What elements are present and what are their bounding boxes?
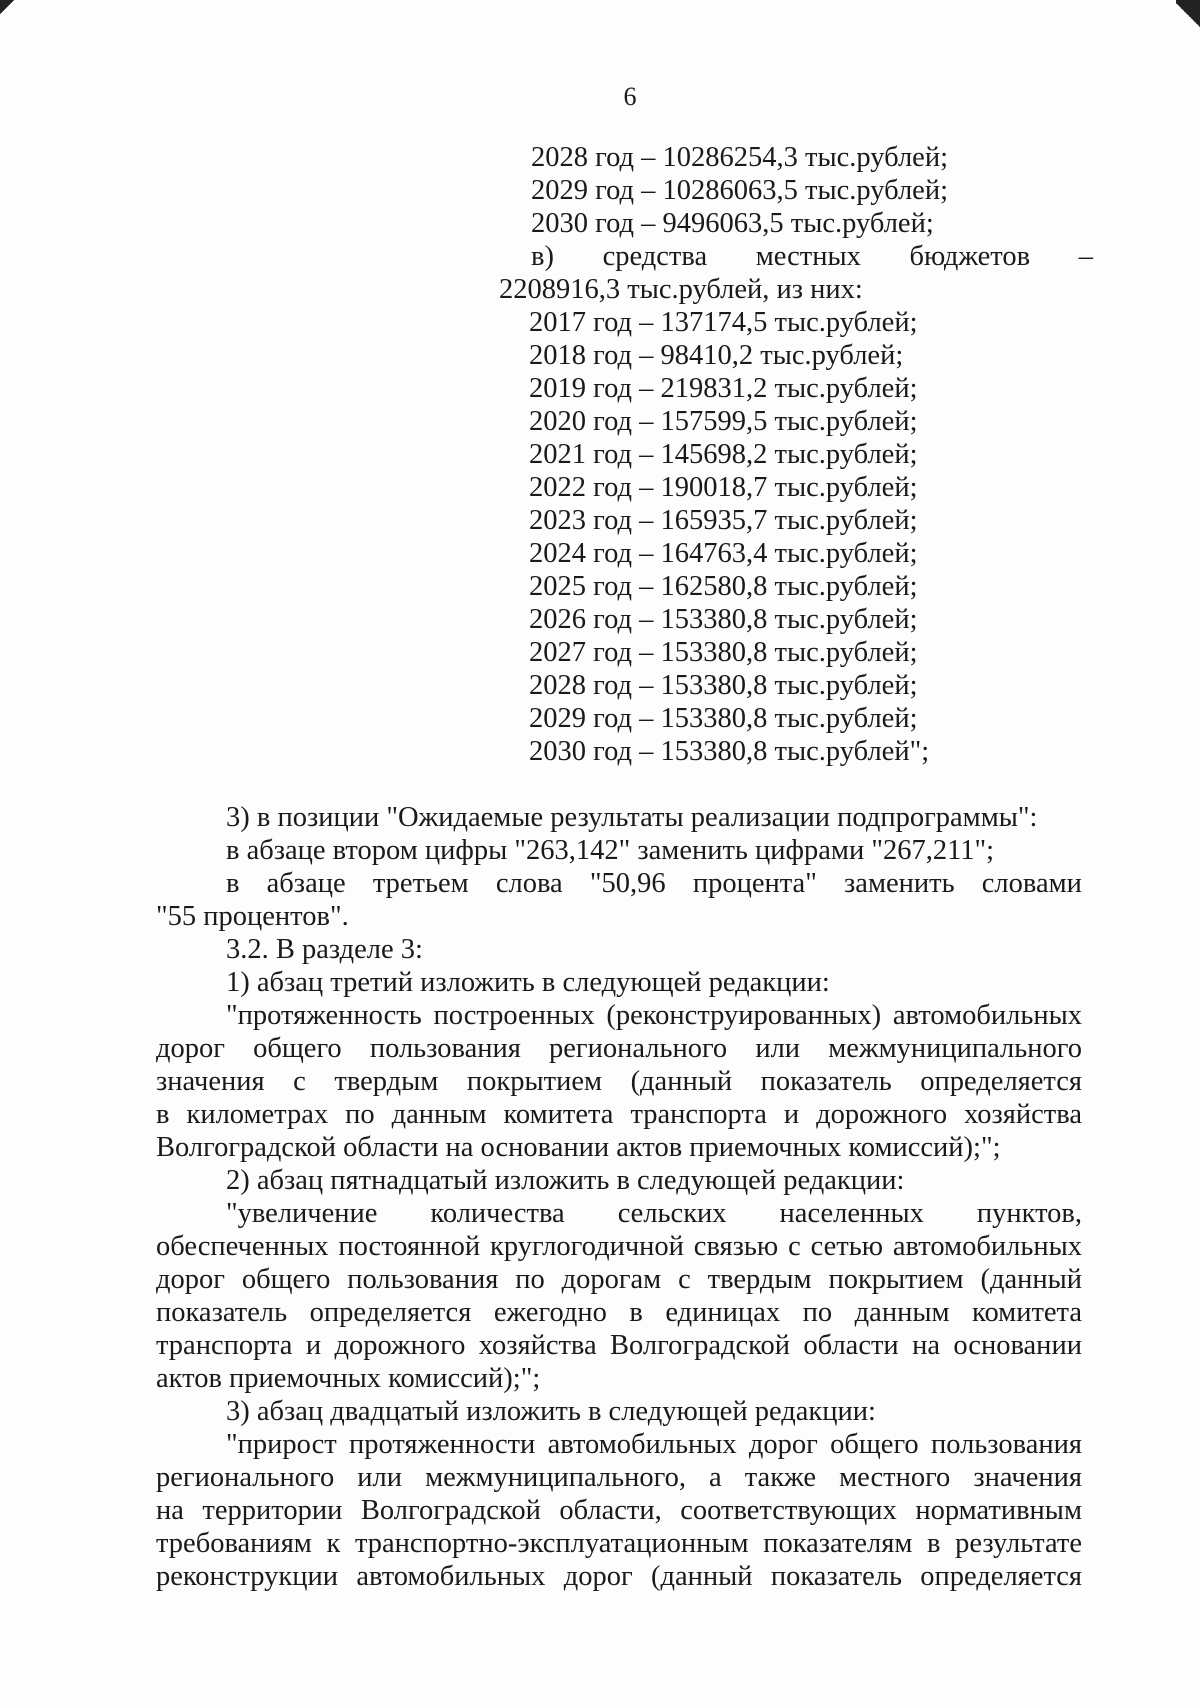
word: определяется	[920, 1066, 1082, 1097]
local-year-line: 2029 год – 153380,8 тыс.рублей;	[529, 703, 918, 734]
word: реконструкции	[156, 1561, 338, 1592]
body-line	[156, 1495, 1082, 1527]
funding-line: 2029 год – 10286063,5 тыс.рублей;	[531, 175, 948, 206]
word: хозяйства	[478, 1330, 597, 1361]
word: обеспеченных	[156, 1231, 329, 1262]
word: или	[755, 1033, 801, 1064]
word: дорог	[748, 1429, 818, 1460]
word: транспорта	[630, 1099, 767, 1130]
word: регионального	[156, 1462, 335, 1493]
word: в	[156, 1099, 170, 1130]
word: с	[678, 1264, 691, 1295]
local-year-line: 2022 год – 190018,7 тыс.рублей;	[529, 472, 918, 503]
body-line	[156, 1462, 1082, 1494]
section-heading: 3.2. В разделе 3:	[226, 934, 423, 965]
word: связью	[693, 1231, 779, 1262]
body-line	[226, 1429, 1082, 1461]
word: третьем	[372, 868, 469, 899]
word: транспорта	[156, 1330, 293, 1361]
word: комитета	[503, 1099, 614, 1130]
word: постоянной	[338, 1231, 481, 1262]
word: межмуниципального,	[425, 1462, 686, 1493]
local-year-line: 2025 год – 162580,8 тыс.рублей;	[529, 571, 918, 602]
word: определяется	[309, 1297, 472, 1328]
word: значения	[156, 1066, 265, 1097]
word: хозяйства	[964, 1099, 1082, 1130]
word: общего	[830, 1429, 919, 1460]
body-line: в абзаце втором цифры "263,142" заменить цифрами "267,211";	[226, 835, 995, 866]
word: области	[803, 1330, 899, 1361]
word: покрытием	[828, 1264, 964, 1295]
word: показатель	[770, 1561, 902, 1592]
word: местного	[839, 1462, 951, 1493]
word: Волгоградской	[610, 1330, 791, 1361]
word: дорожного	[816, 1099, 948, 1130]
word: результате	[955, 1528, 1082, 1559]
word: по	[515, 1264, 545, 1295]
body-line	[156, 1330, 1082, 1362]
local-budgets-line	[531, 241, 1093, 273]
word: (данный	[980, 1264, 1082, 1295]
body-line	[156, 1066, 1082, 1098]
word: области,	[559, 1495, 662, 1526]
body-line	[156, 1231, 1082, 1263]
word: регионального	[548, 1033, 728, 1064]
word: требованиям	[156, 1528, 312, 1559]
word: процента"	[692, 868, 817, 899]
word: с	[293, 1066, 306, 1097]
word: общего	[253, 1033, 342, 1064]
local-year-line: 2017 год – 137174,5 тыс.рублей;	[529, 307, 918, 338]
body-line: Волгоградской области на основании актов приемочных комиссий);";	[156, 1132, 1001, 1163]
word: пользования	[369, 1033, 521, 1064]
word: в	[226, 868, 240, 899]
word: и	[305, 1330, 322, 1361]
word: сельских	[617, 1198, 727, 1229]
body-line	[156, 1033, 1082, 1065]
word: с	[788, 1231, 801, 1262]
word: дорог	[156, 1033, 225, 1064]
local-year-line: 2019 год – 219831,2 тыс.рублей;	[529, 373, 918, 404]
funding-line: 2028 год – 10286254,3 тыс.рублей;	[531, 142, 948, 173]
body-line: 2) абзац пятнадцатый изложить в следующей редакции:	[226, 1165, 905, 1196]
word: к	[326, 1528, 341, 1559]
word: общего	[241, 1264, 331, 1295]
word: сетью	[810, 1231, 883, 1262]
word: на	[912, 1330, 940, 1361]
word: километрах	[186, 1099, 329, 1130]
word: соответствующих	[680, 1495, 897, 1526]
word: дорог	[156, 1264, 225, 1295]
body-line	[226, 1000, 1082, 1032]
word: автомобильных	[547, 1429, 737, 1460]
word: транспортно-эксплуатационным	[354, 1528, 749, 1559]
word: в	[927, 1528, 941, 1559]
word: твердым	[707, 1264, 812, 1295]
word: автомобильных	[356, 1561, 546, 1592]
body-line	[156, 1099, 1082, 1131]
local-year-line: 2030 год – 153380,8 тыс.рублей";	[529, 736, 930, 767]
local-year-line: 2023 год – 165935,7 тыс.рублей;	[529, 505, 918, 536]
word: протяженности	[348, 1429, 536, 1460]
word: на	[156, 1495, 184, 1526]
body-line	[156, 1297, 1082, 1329]
word: абзаце	[266, 868, 346, 899]
local-budgets-total: 2208916,3 тыс.рублей, из них:	[499, 274, 863, 305]
body-line	[156, 1561, 1082, 1593]
word: или	[357, 1462, 402, 1493]
word: Волгоградской	[360, 1495, 541, 1526]
word: местных	[755, 241, 861, 272]
word: значения	[973, 1462, 1082, 1493]
body-line	[156, 1264, 1082, 1296]
word: (данный	[651, 1561, 753, 1592]
local-year-line: 2018 год – 98410,2 тыс.рублей;	[529, 340, 904, 371]
local-year-line: 2026 год – 153380,8 тыс.рублей;	[529, 604, 918, 635]
funding-line: 2030 год – 9496063,5 тыс.рублей;	[531, 208, 934, 239]
word: твердым	[334, 1066, 439, 1097]
word: пунктов,	[976, 1198, 1082, 1229]
word: "прирост	[226, 1429, 337, 1460]
word: "протяженность	[226, 1000, 422, 1031]
word: средства	[602, 241, 708, 272]
body-line: 3) в позиции "Ожидаемые результаты реализации подпрограммы":	[226, 802, 1038, 833]
word: построенных	[433, 1000, 595, 1031]
word: межмуниципального	[828, 1033, 1082, 1064]
word: а	[709, 1462, 722, 1493]
word: территории	[202, 1495, 343, 1526]
body-line	[156, 1528, 1082, 1560]
word: дорожного	[334, 1330, 466, 1361]
word: в)	[531, 241, 554, 272]
local-year-line: 2028 год – 153380,8 тыс.рублей;	[529, 670, 918, 701]
word: заменить	[844, 868, 955, 899]
scan-corner-shadow-left	[0, 0, 14, 14]
body-line: актов приемочных комиссий);";	[156, 1363, 541, 1394]
word: ежегодно	[493, 1297, 607, 1328]
word: по	[802, 1297, 833, 1328]
body-line: "55 процентов".	[156, 901, 349, 932]
word: показателям	[763, 1528, 913, 1559]
word: слова	[495, 868, 563, 899]
word: бюджетов	[909, 241, 1031, 272]
word: пользования	[347, 1264, 499, 1295]
word: единицах	[665, 1297, 781, 1328]
local-year-line: 2024 год – 164763,4 тыс.рублей;	[529, 538, 918, 569]
word: (данный	[630, 1066, 733, 1097]
word: населенных	[779, 1198, 924, 1229]
word: нормативным	[915, 1495, 1082, 1526]
word: показатель	[760, 1066, 892, 1097]
word: по	[345, 1099, 375, 1130]
word: основании	[953, 1330, 1082, 1361]
word: (реконструированных)	[606, 1000, 882, 1031]
word: данным	[391, 1099, 487, 1130]
word: показатель	[156, 1297, 288, 1328]
local-year-line: 2020 год – 157599,5 тыс.рублей;	[529, 406, 918, 437]
word: "50,96	[589, 868, 666, 899]
word: данным	[854, 1297, 950, 1328]
word: дорог	[563, 1561, 633, 1592]
word: "увеличение	[226, 1198, 378, 1229]
local-year-line: 2027 год – 153380,8 тыс.рублей;	[529, 637, 918, 668]
body-line: 3) абзац двадцатый изложить в следующей редакции:	[226, 1396, 876, 1427]
word: количества	[430, 1198, 565, 1229]
word: круглогодичной	[489, 1231, 684, 1262]
word: в	[629, 1297, 643, 1328]
word: покрытием	[466, 1066, 603, 1097]
word: определяется	[920, 1561, 1082, 1592]
word: –	[1078, 241, 1093, 272]
word: пользования	[930, 1429, 1082, 1460]
body-line: 1) абзац третий изложить в следующей редакции:	[226, 967, 830, 998]
body-line	[226, 868, 1082, 900]
page-number: 6	[623, 82, 637, 111]
word: также	[744, 1462, 817, 1493]
word: словами	[981, 868, 1082, 899]
word: автомобильных	[892, 1000, 1082, 1031]
scan-corner-shadow-right	[1176, 0, 1200, 30]
word: комитета	[972, 1297, 1082, 1328]
word: и	[783, 1099, 800, 1130]
body-line	[226, 1198, 1082, 1230]
word: дорогам	[561, 1264, 662, 1295]
local-year-line: 2021 год – 145698,2 тыс.рублей;	[529, 439, 918, 470]
word: автомобильных	[892, 1231, 1082, 1262]
